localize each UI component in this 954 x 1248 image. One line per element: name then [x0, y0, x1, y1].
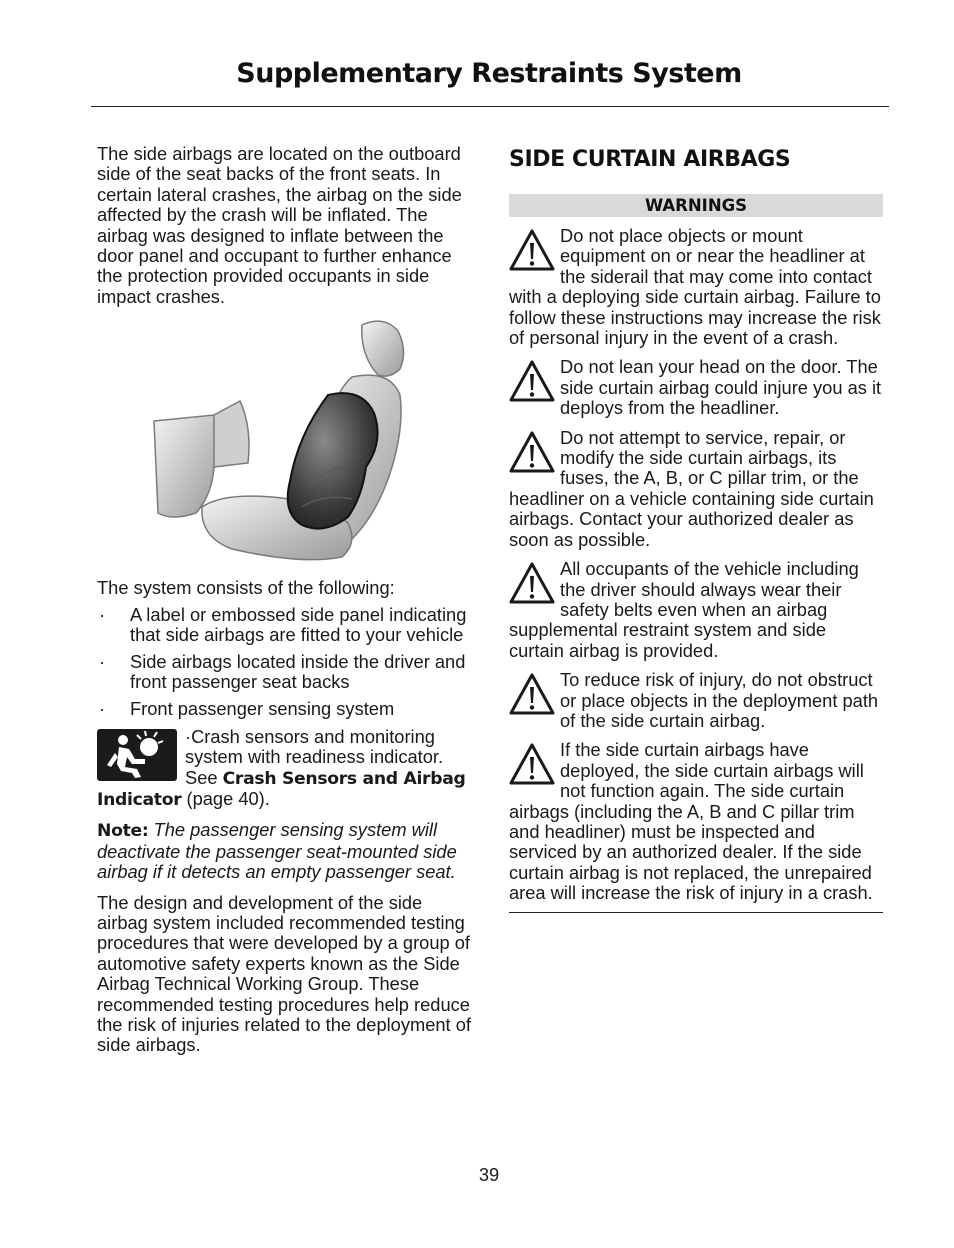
left-column	[97, 144, 472, 1056]
sensor-text: ·Crash sensors and monitoring system with readiness indicator. See	[185, 725, 444, 788]
list-item-text: Front passenger sensing system	[130, 698, 395, 720]
warning-item	[509, 428, 883, 550]
warning-text: Do not place objects or mount equipment on or near the headliner at the siderail that may come into contact with a deploying side curtain airbag. Failure to follow these instructions may increase the risk of personal injury in the event of a crash.	[509, 225, 881, 349]
warning-triangle-icon	[509, 561, 555, 605]
list-item	[97, 652, 472, 693]
note-text: The passenger sensing system will deactivate the passenger seat-mounted side airbag if it detects an empty passenger seat.	[97, 819, 457, 883]
warning-item	[509, 226, 883, 348]
components-list	[97, 605, 472, 720]
warnings-header: WARNINGS	[509, 194, 883, 217]
page-reference: (page 40).	[181, 787, 270, 809]
page-number: 39	[478, 1164, 500, 1185]
warning-triangle-icon	[509, 430, 555, 474]
section-heading: SIDE CURTAIN AIRBAGS	[509, 147, 791, 172]
list-item-text: A label or embossed side panel indicating that side airbags are fitted to your vehicle	[130, 603, 467, 646]
crash-sensors-link[interactable]: Crash Sensors and Airbag Indicator	[97, 768, 466, 810]
crash-sensors-paragraph	[97, 727, 472, 811]
warning-item	[509, 559, 883, 661]
title-divider	[91, 106, 889, 107]
warning-text: Do not lean your head on the door. The side curtain airbag could injure you as it deploys from the headliner.	[560, 356, 882, 419]
intro-paragraph: The side airbags are located on the outboard side of the seat backs of the front seats. In certain lateral crashes, the airbag on the side affected by the crash will be inflated. The airbag was designed to inflate between the door panel and occupant to further enhance the protection provided occupants in side impact crashes.	[97, 143, 462, 307]
bullet: ·	[99, 698, 106, 720]
system-intro: The system consists of the following:	[97, 577, 395, 599]
warnings-end-divider	[509, 912, 883, 913]
seat-side-airbag-illustration	[152, 317, 412, 565]
list-item	[97, 605, 472, 646]
warning-text: Do not attempt to service, repair, or modify the side curtain airbags, its fuses, the A, B, or C pillar trim, or the headliner on a vehicle containing side curtain airbags. Contact your authorized dealer as soon as possible.	[509, 426, 874, 550]
warning-triangle-icon	[509, 672, 555, 716]
design-paragraph: The design and development of the side airbag system included recommended testing procedures that were developed by a group of automotive safety experts known as the Side Airbag Technical Working Group. These recommended testing procedures help reduce the risk of injuries related to the deployment of side airbags.	[97, 891, 471, 1056]
list-item-text: Side airbags located inside the driver and front passenger seat backs	[130, 650, 466, 693]
note-paragraph	[97, 820, 472, 882]
page-title: Supplementary Restraints System	[236, 58, 742, 89]
right-column	[509, 144, 883, 913]
bullet: ·	[99, 650, 106, 672]
warning-item	[509, 670, 883, 731]
warning-triangle-icon	[509, 228, 555, 272]
warning-triangle-icon	[509, 742, 555, 786]
bullet: ·	[99, 603, 106, 625]
airbag-warning-light-icon	[97, 729, 177, 781]
warning-item	[509, 357, 883, 418]
note-label: Note:	[97, 821, 149, 842]
warning-text: All occupants of the vehicle including the driver should always wear their safety belts even when an airbag supplemental restraint system and side curtain airbag is provided.	[509, 558, 859, 661]
warning-item	[509, 740, 883, 903]
list-item	[97, 699, 472, 719]
warning-triangle-icon	[509, 359, 555, 403]
warning-text: If the side curtain airbags have deployed, the side curtain airbags will not function again. The side curtain airbags (including the A, B and C pillar trim and headliner) must be inspected and serviced by an authorized dealer. If the side curtain airbag is not replaced, the unrepaired area will increase the risk of injury in a crash.	[509, 739, 873, 904]
warning-text: To reduce risk of injury, do not obstruct or place objects in the deployment path of the side curtain airbag.	[560, 669, 879, 731]
